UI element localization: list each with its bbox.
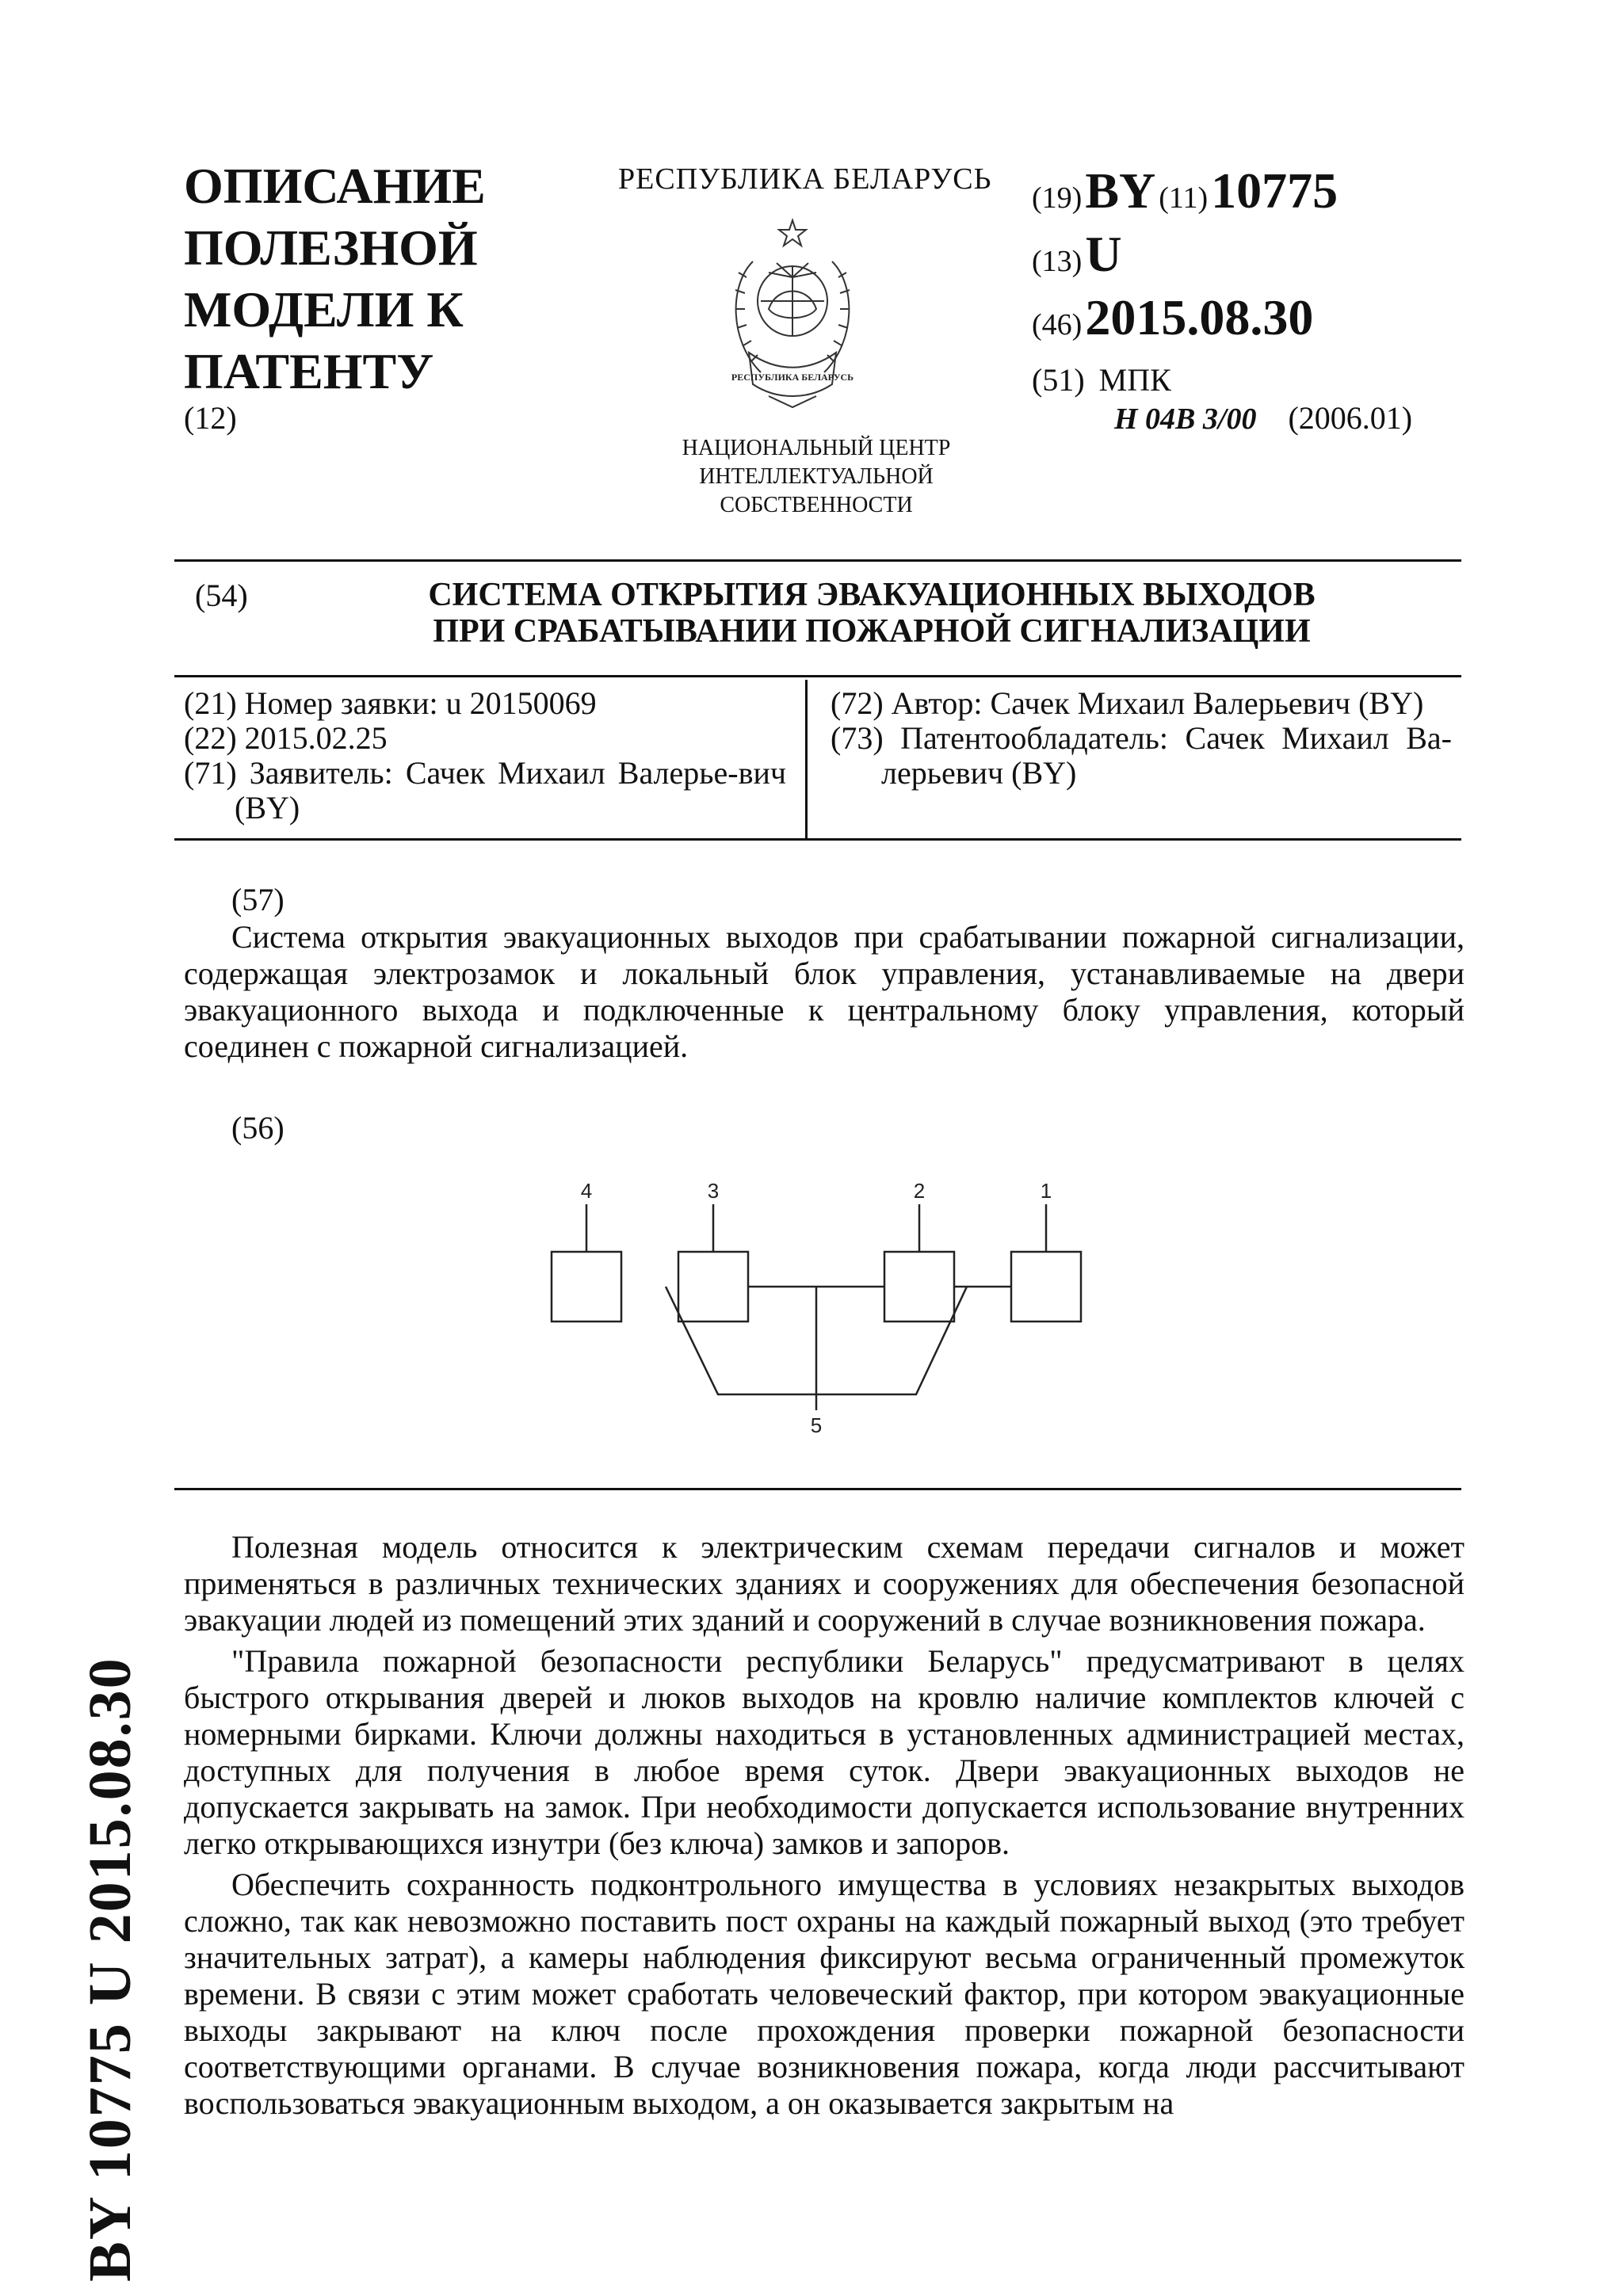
block-4 [552,1252,621,1322]
code-46: (46) [1032,308,1083,341]
application-details [184,686,786,826]
label-5: 5 [810,1413,823,1437]
top-rule [174,559,1461,562]
figure-rule [174,1488,1461,1490]
paragraph: Обеспечить сохранность подконтрольного имущества в условиях незакрытых выходов сложно, так как невозможно поставить пост охраны на каждый пожарный выход (это требует значительных затрат), а камеры наблюдения фиксируют весьма ограниченный промежуток времени. В связи с этим может сработать человеческий фактор, при котором эвакуационные выходы закрывают на ключ после прохождения проверки пожарной безопасности соответствующими органами. В случае возникновения пожара, когда люди рассчитывают воспользоваться эвакуационным выходом, а он оказывается закрытым на [184,1867,1465,2121]
publication-date: 2015.08.30 [1085,289,1314,345]
block-1 [1011,1252,1081,1322]
kind-code: U [1085,226,1122,282]
invention-title-line: ПРИ СРАБАТЫВАНИИ ПОЖАРНОЙ СИГНАЛИЗАЦИИ [433,613,1311,650]
label-3: 3 [707,1179,720,1203]
code-13: (13) [1032,245,1083,278]
document-type-title [184,155,596,402]
paragraph: "Правила пожарной безопасности республики Беларусь" предусматривают в целях быстрого открывания дверей и люков выходов на кровлю наличие комплектов ключей с номерными бирками. Ключи должны находиться в установленных администрацией местах, доступных для получения в любое время суток. Двери эвакуационных выходов не допускается закрывать на замок. При необходимости допускается использование внутренних легко открывающихся изнутри (без ключа) замков и запоров. [184,1643,1465,1861]
patent-number: 10775 [1211,162,1338,219]
wire-right [816,1287,967,1394]
emblem-ribbon-text: РЕСПУБЛИКА БЕЛАРУСЬ [731,372,854,383]
ipc-version: (2006.01) [1288,400,1413,436]
ipc-label: МПК [1098,362,1171,398]
application-date: (22) 2015.02.25 [184,720,388,756]
code-56: (56) [231,1110,285,1146]
author: (72) Автор: Сачек Михаил Валерьевич (BY) [831,685,1424,721]
code-19: (19) [1032,181,1083,215]
office-line: ИНТЕЛЛЕКТУАЛЬНОЙ [699,464,934,489]
office-line: НАЦИОНАЛЬНЫЙ ЦЕНТР [682,436,951,460]
code-11: (11) [1159,181,1209,215]
office-name [634,434,999,520]
ipc-code: H 04B 3/00 [1114,402,1257,436]
description [184,1529,1465,2126]
block-diagram [475,1173,1189,1458]
wire-left [666,1287,816,1394]
code-12: (12) [184,400,237,436]
ipc-code-line [1114,399,1412,437]
title-rule [174,675,1461,677]
publication-number-line [1032,162,1338,220]
ipc-label-line [1032,361,1171,399]
details-rule [174,838,1461,841]
label-1: 1 [1040,1179,1052,1203]
label-2: 2 [913,1179,926,1203]
applicant: (71) Заявитель: Сачек Михаил Валерье-вич (BY) [184,755,786,826]
state-emblem-icon [713,214,872,412]
side-identifier: BY 10775 U 2015.08.30 [77,1657,143,2282]
block-3 [678,1252,748,1322]
paragraph: Полезная модель относится к электрическим схемам передачи сигналов и может применяться в различных технических зданиях и сооружениях для обеспечения безопасной эвакуации людей из помещений этих зданий и сооружений в случае возникновения пожара. [184,1529,1465,1638]
label-4: 4 [580,1179,593,1203]
invention-title [317,577,1426,650]
abstract-text: Система открытия эвакуационных выходов при срабатывании пожарной сигнализации, содержащая электрозамок и локальный блок управления, устанавливаемые на двери эвакуационного выхода и подключенные к центральному блоку управления, который соединен с пожарной сигнализацией. [184,919,1465,1064]
title-line: ПАТЕНТУ [184,343,434,399]
code-54: (54) [195,578,248,613]
column-divider [805,680,808,840]
code-57: (57) [231,882,285,917]
title-line: ПОЛЕЗНОЙ [184,219,478,276]
country-code: BY [1085,162,1156,219]
patent-holder: (73) Патентообладатель: Сачек Михаил Ва-лерьевич (BY) [831,720,1452,791]
publication-date-line [1032,288,1313,347]
code-51: (51) [1032,362,1085,398]
title-line: ОПИСАНИЕ [184,158,486,214]
office-line: СОБСТВЕННОСТИ [720,493,913,517]
invention-title-line: СИСТЕМА ОТКРЫТИЯ ЭВАКУАЦИОННЫХ ВЫХОДОВ [428,577,1316,613]
author-details [831,686,1452,791]
title-line: МОДЕЛИ К [184,281,464,338]
kind-line [1032,225,1122,284]
republic-name: РЕСПУБЛИКА БЕЛАРУСЬ [618,162,992,196]
block-2 [884,1252,954,1322]
application-number: (21) Номер заявки: u 20150069 [184,685,597,721]
